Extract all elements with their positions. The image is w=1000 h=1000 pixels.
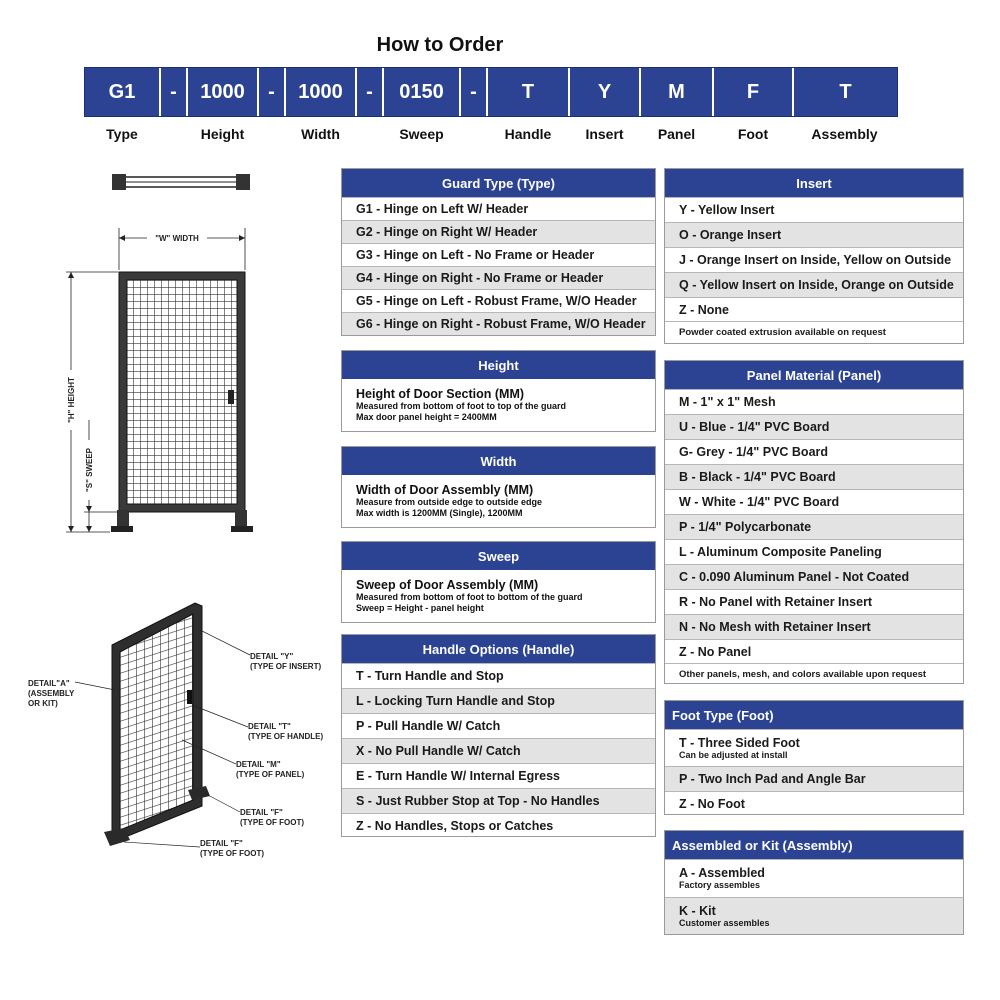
code-type: G1 (85, 68, 161, 116)
assembly-option-label: A - Assembled (679, 866, 765, 880)
list-item: G4 - Hinge on Right - No Frame or Header (342, 266, 655, 289)
code-label-type: Type (106, 126, 138, 142)
list-item: N - No Mesh with Retainer Insert (665, 614, 963, 639)
panel-material-box (664, 360, 964, 684)
height-note: Measured from bottom of foot to top of the guard (356, 401, 566, 411)
list-item: G1 - Hinge on Left W/ Header (342, 197, 655, 220)
detail-a-note: OR KIT) (28, 699, 58, 708)
code-label-handle: Handle (504, 126, 552, 142)
code-insert: Y (570, 68, 641, 116)
list-item: Y - Yellow Insert (665, 197, 963, 222)
handle-box (341, 634, 656, 837)
assembly-header: Assembled or Kit (Assembly) (665, 831, 963, 859)
width-header: Width (342, 447, 655, 475)
sweep-description: Sweep of Door Assembly (MM) (356, 578, 539, 592)
insert-header: Insert (665, 169, 963, 197)
list-item: T - Turn Handle and Stop (342, 663, 655, 688)
panel-material-header: Panel Material (Panel) (665, 361, 963, 389)
handle-header: Handle Options (Handle) (342, 635, 655, 663)
list-item: L - Aluminum Composite Paneling (665, 539, 963, 564)
detail-y-label: DETAIL "Y" (250, 652, 294, 661)
list-item: Z - No Handles, Stops or Catches (342, 813, 655, 838)
guard-type-header: Guard Type (Type) (342, 169, 655, 197)
code-separator: - (161, 68, 188, 116)
code-assembly: T (839, 80, 852, 103)
code-label-foot: Foot (737, 126, 769, 142)
list-item: G5 - Hinge on Left - Robust Frame, W/O Header (342, 289, 655, 312)
panel-note: Other panels, mesh, and colors available upon request (665, 663, 963, 685)
list-item: X - No Pull Handle W/ Catch (342, 738, 655, 763)
list-item: S - Just Rubber Stop at Top - No Handles (342, 788, 655, 813)
list-item: Z - None (665, 297, 963, 321)
list-item: G2 - Hinge on Right W/ Header (342, 220, 655, 243)
list-item (665, 859, 963, 897)
foot-option-label: T - Three Sided Foot (679, 735, 800, 750)
code-foot: F (714, 68, 794, 116)
detail-f-label: DETAIL "F" (240, 808, 283, 817)
list-item: U - Blue - 1/4" PVC Board (665, 414, 963, 439)
detail-f-note: (TYPE OF FOOT) (200, 849, 264, 858)
detail-m-label: DETAIL "M" (236, 760, 281, 769)
code-label-height: Height (200, 126, 245, 142)
width-dimension (119, 228, 245, 270)
code-width: 1000 (286, 68, 357, 116)
assembly-option-note: Customer assembles (679, 917, 770, 928)
foot-type-box (664, 700, 964, 815)
code-label-assembly: Assembly (811, 126, 878, 142)
detail-t-label: DETAIL "T" (248, 722, 291, 731)
list-item: G3 - Hinge on Left - No Frame or Header (342, 243, 655, 266)
list-item: P - Pull Handle W/ Catch (342, 713, 655, 738)
detail-t-note: (TYPE OF HANDLE) (248, 732, 324, 741)
code-sweep: 0150 (384, 68, 461, 116)
code-handle: T (488, 68, 570, 116)
width-box (341, 446, 656, 528)
insert-box (664, 168, 964, 344)
list-item: E - Turn Handle W/ Internal Egress (342, 763, 655, 788)
sweep-header: Sweep (342, 542, 655, 570)
width-description: Width of Door Assembly (MM) (356, 483, 534, 497)
detail-y-note: (TYPE OF INSERT) (250, 662, 322, 671)
code-height: 1000 (188, 68, 259, 116)
list-item: G- Grey - 1/4" PVC Board (665, 439, 963, 464)
foot-type-header: Foot Type (Foot) (665, 701, 963, 729)
code-separator: - (461, 68, 488, 116)
list-item: Z - No Panel (665, 639, 963, 663)
door-drawing (0, 150, 340, 870)
list-item: C - 0.090 Aluminum Panel - Not Coated (665, 564, 963, 589)
list-item: O - Orange Insert (665, 222, 963, 247)
detail-a-label: DETAIL"A" (28, 679, 70, 688)
list-item: Z - No Foot (665, 791, 963, 815)
door-isometric-view (104, 603, 210, 846)
top-view (112, 174, 250, 190)
code-label-insert: Insert (585, 126, 624, 142)
list-item: G6 - Hinge on Right - Robust Frame, W/O Header (342, 312, 655, 335)
code-panel: M (641, 68, 714, 116)
detail-f-label: DETAIL "F" (200, 839, 243, 848)
sweep-dimension (84, 420, 118, 532)
list-item: L - Locking Turn Handle and Stop (342, 688, 655, 713)
order-code-bar (84, 67, 898, 117)
width-dimension-label: "W" WIDTH (155, 234, 199, 243)
height-dimension-label: "H" HEIGHT (67, 377, 76, 423)
list-item: M - 1" x 1" Mesh (665, 389, 963, 414)
assembly-box (664, 830, 964, 935)
code-label-width: Width (301, 126, 340, 142)
list-item: R - No Panel with Retainer Insert (665, 589, 963, 614)
sweep-note: Measured from bottom of foot to bottom of the guard (356, 592, 583, 602)
height-box (341, 350, 656, 432)
list-item: P - Two Inch Pad and Angle Bar (665, 766, 963, 791)
list-item (665, 897, 963, 934)
height-description: Height of Door Section (MM) (356, 387, 525, 401)
height-header: Height (342, 351, 655, 379)
assembly-option-label: K - Kit (679, 903, 716, 918)
guard-type-box (341, 168, 656, 336)
list-item: B - Black - 1/4" PVC Board (665, 464, 963, 489)
insert-note: Powder coated extrusion available on request (665, 321, 963, 343)
code-separator: - (357, 68, 384, 116)
sweep-note: Sweep = Height - panel height (356, 603, 484, 613)
code-label-panel: Panel (657, 126, 696, 142)
detail-m-note: (TYPE OF PANEL) (236, 770, 305, 779)
width-note: Measure from outside edge to outside edge (356, 497, 543, 507)
code-separator: - (259, 68, 286, 116)
detail-a-note: (ASSEMBLY (28, 689, 75, 698)
detail-f-note: (TYPE OF FOOT) (240, 818, 304, 827)
door-front-view (111, 272, 253, 532)
width-note: Max width is 1200MM (Single), 1200MM (356, 508, 523, 518)
sweep-dimension-label: "S" SWEEP (85, 447, 94, 493)
list-item: J - Orange Insert on Inside, Yellow on Outside (665, 247, 963, 272)
sweep-box (341, 541, 656, 623)
foot-option-note: Can be adjusted at install (679, 749, 788, 760)
list-item: W - White - 1/4" PVC Board (665, 489, 963, 514)
list-item: Q - Yellow Insert on Inside, Orange on Outside (665, 272, 963, 297)
assembly-option-note: Factory assembles (679, 880, 761, 890)
list-item: P - 1/4" Polycarbonate (665, 514, 963, 539)
list-item (665, 729, 963, 766)
height-note: Max door panel height = 2400MM (356, 412, 497, 422)
code-label-sweep: Sweep (399, 126, 444, 142)
page-title: How to Order (376, 34, 504, 56)
